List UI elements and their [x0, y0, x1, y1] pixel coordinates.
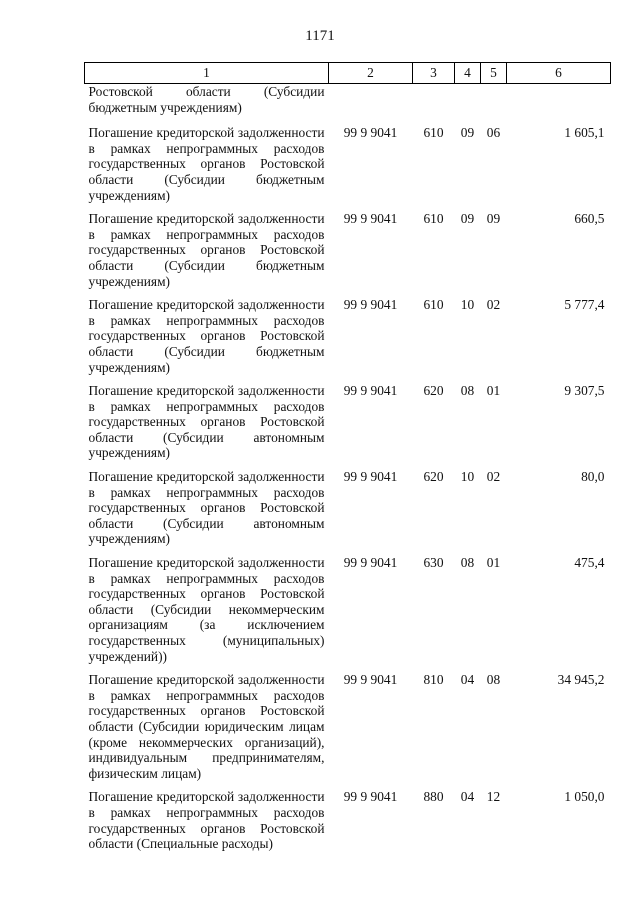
row-amount: 1 605,1: [564, 125, 605, 141]
row-pr: 02: [486, 469, 501, 485]
row-csr: 99 9 9041: [343, 297, 398, 313]
row-vr: 610: [423, 297, 444, 313]
row-name: Погашение кредиторской задолженности в рамках непрограммных расходов государственных органов Ростовской области (Субсидии юридическим лицам (кроме некоммерческих организаций), индивидуальным предпринимателям, физическим лицам): [88, 672, 325, 781]
row-csr: 99 9 9041: [343, 211, 398, 227]
row-rz: 04: [460, 672, 475, 688]
row-vr: 810: [423, 672, 444, 688]
row-rz: 08: [460, 383, 475, 399]
table-row: [85, 211, 611, 297]
row-amount: 475,4: [574, 555, 605, 571]
row-vr: 620: [423, 469, 444, 485]
header-col-2: 2: [329, 63, 413, 84]
row-vr: 630: [423, 555, 444, 571]
row-pr: 09: [486, 211, 501, 227]
row-csr: 99 9 9041: [343, 125, 398, 141]
table-row: [85, 672, 611, 789]
table-row: [85, 297, 611, 383]
row-pr: 02: [486, 297, 501, 313]
table-row: [85, 789, 611, 859]
row-name: Погашение кредиторской задолженности в рамках непрограммных расходов государственных органов Ростовской области (Субсидии бюджетным учреждениям): [88, 297, 325, 375]
table-row: [85, 469, 611, 555]
row-pr: 06: [486, 125, 501, 141]
header-col-1: 1: [85, 63, 329, 84]
row-name: Погашение кредиторской задолженности в рамках непрограммных расходов государственных органов Ростовской области (Субсидии бюджетным учреждениям): [88, 125, 325, 203]
continuation-text: Ростовской области (Субсидии бюджетным учреждениям): [88, 84, 325, 115]
row-vr: 880: [423, 789, 444, 805]
row-csr: 99 9 9041: [343, 469, 398, 485]
row-rz: 08: [460, 555, 475, 571]
row-pr: 01: [486, 555, 501, 571]
row-csr: 99 9 9041: [343, 789, 398, 805]
row-name: Погашение кредиторской задолженности в рамках непрограммных расходов государственных органов Ростовской области (Субсидии бюджетным учреждениям): [88, 211, 325, 289]
row-amount: 660,5: [574, 211, 605, 227]
row-name: Погашение кредиторской задолженности в рамках непрограммных расходов государственных органов Ростовской области (Субсидии автономным учреждениям): [88, 469, 325, 547]
table-row: [85, 383, 611, 469]
header-col-4: 4: [455, 63, 481, 84]
row-rz: 10: [460, 297, 475, 313]
row-csr: 99 9 9041: [343, 383, 398, 399]
row-vr: 610: [423, 211, 444, 227]
row-csr: 99 9 9041: [343, 555, 398, 571]
header-col-6: 6: [507, 63, 611, 84]
row-rz: 04: [460, 789, 475, 805]
budget-table: [84, 62, 611, 860]
row-rz: 09: [460, 211, 475, 227]
row-amount: 5 777,4: [564, 297, 605, 313]
table-header: [85, 63, 611, 84]
row-name: Погашение кредиторской задолженности в рамках непрограммных расходов государственных органов Ростовской области (Специальные расходы): [88, 789, 325, 852]
header-col-5: 5: [481, 63, 507, 84]
row-rz: 09: [460, 125, 475, 141]
continuation-row: [85, 84, 611, 126]
table-row: [85, 555, 611, 672]
row-amount: 34 945,2: [557, 672, 605, 688]
row-vr: 620: [423, 383, 444, 399]
row-amount: 9 307,5: [564, 383, 605, 399]
row-csr: 99 9 9041: [343, 672, 398, 688]
row-vr: 610: [423, 125, 444, 141]
row-rz: 10: [460, 469, 475, 485]
header-col-3: 3: [413, 63, 455, 84]
header-row: [85, 63, 611, 84]
page-number: 1171: [305, 28, 335, 44]
row-pr: 08: [486, 672, 501, 688]
row-pr: 12: [486, 789, 501, 805]
row-pr: 01: [486, 383, 501, 399]
table-row: [85, 125, 611, 211]
row-name: Погашение кредиторской задолженности в рамках непрограммных расходов государственных органов Ростовской области (Субсидии автономным учреждениям): [88, 383, 325, 461]
row-name: Погашение кредиторской задолженности в рамках непрограммных расходов государственных органов Ростовской области (Субсидии некоммерческим организациям (за исключением государственных (муниципальных) учреждений)): [88, 555, 325, 664]
row-amount: 80,0: [581, 469, 605, 485]
row-amount: 1 050,0: [564, 789, 605, 805]
table-body: [85, 84, 611, 860]
